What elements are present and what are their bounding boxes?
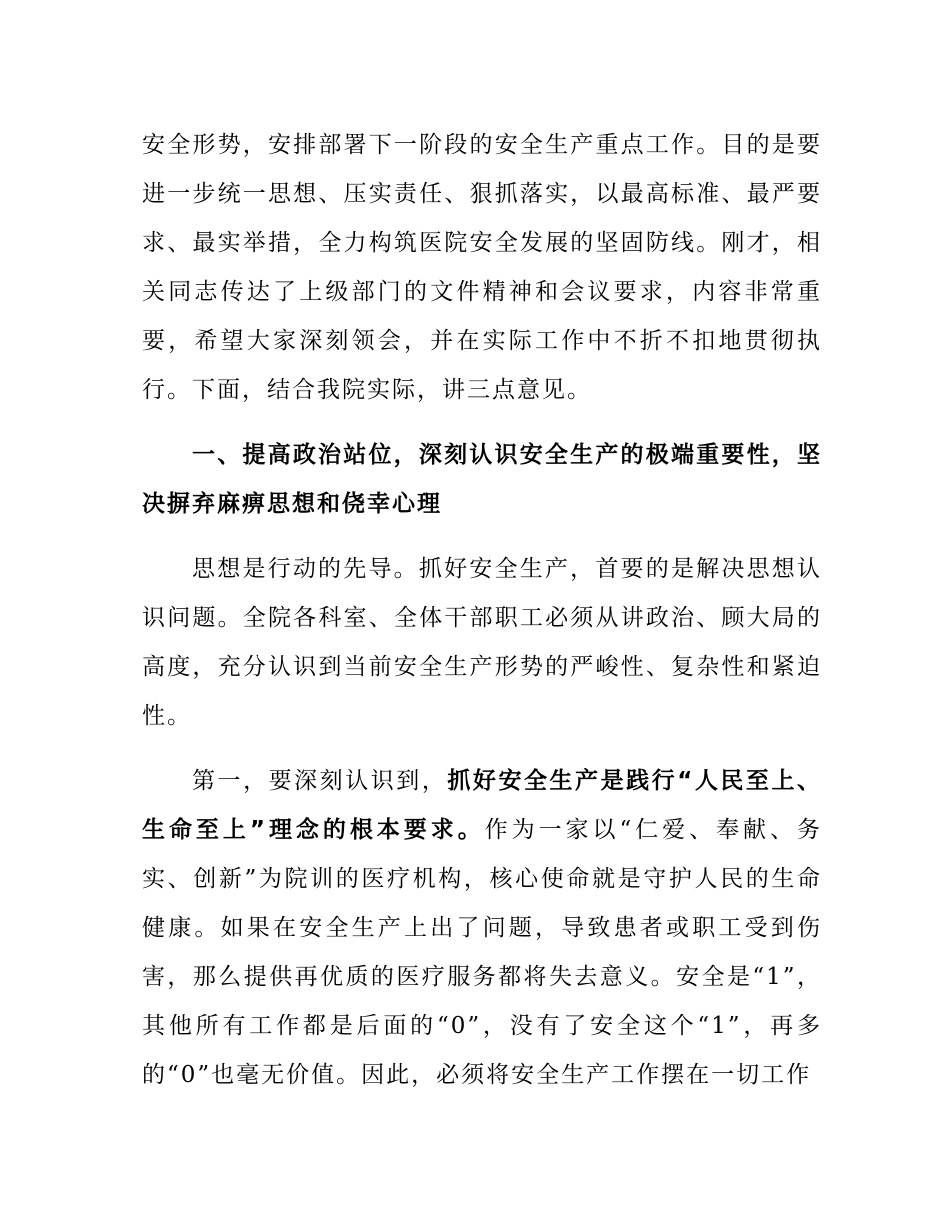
point-1-paragraph [142,757,822,1100]
point-1-lead: 第一，要深刻认识到， [192,768,448,794]
section-1-paragraph: 思想是行动的先导。抓好安全生产，首要的是解决思想认识问题。全院各科室、全体干部职工必须从讲政治、顾大局的高度，充分认识到当前安全生产形势的严峻性、复杂性和紧迫性。 [142,556,822,729]
point-1-body: 作为一家以“仁爱、奉献、务实、创新”为院训的医疗机构，核心使命就是守护人民的生命健康。如果在安全生产上出了问题，导致患者或职工受到伤害，那么提供再优质的医疗服务都将失去意义。安全是“1”，其他所有工作都是后面的“0”，没有了安全这个“1”，再多的“0”也毫无价值。因此，必须将安全生产工作摆在一切工作 [142,817,822,1088]
document-page [142,121,822,1100]
section-1-heading: 一、提高政治站位，深刻认识安全生产的极端重要性，坚决摒弃麻痹思想和侥幸心理 [142,442,822,517]
point-1-bold-statement: 抓好安全生产是践行“人民至上、生命至上”理念的根本要求。 [142,768,823,843]
intro-paragraph: 安全形势，安排部署下一阶段的安全生产重点工作。目的是要进一步统一思想、压实责任、狠抓落实，以最高标准、最严要求、最实举措，全力构筑医院安全发展的坚固防线。刚才，相关同志传达了上级部门的文件精神和会议要求，内容非常重要，希望大家深刻领会，并在实际工作中不折不扣地贯彻执行。下面，结合我院实际，讲三点意见。 [142,132,822,403]
